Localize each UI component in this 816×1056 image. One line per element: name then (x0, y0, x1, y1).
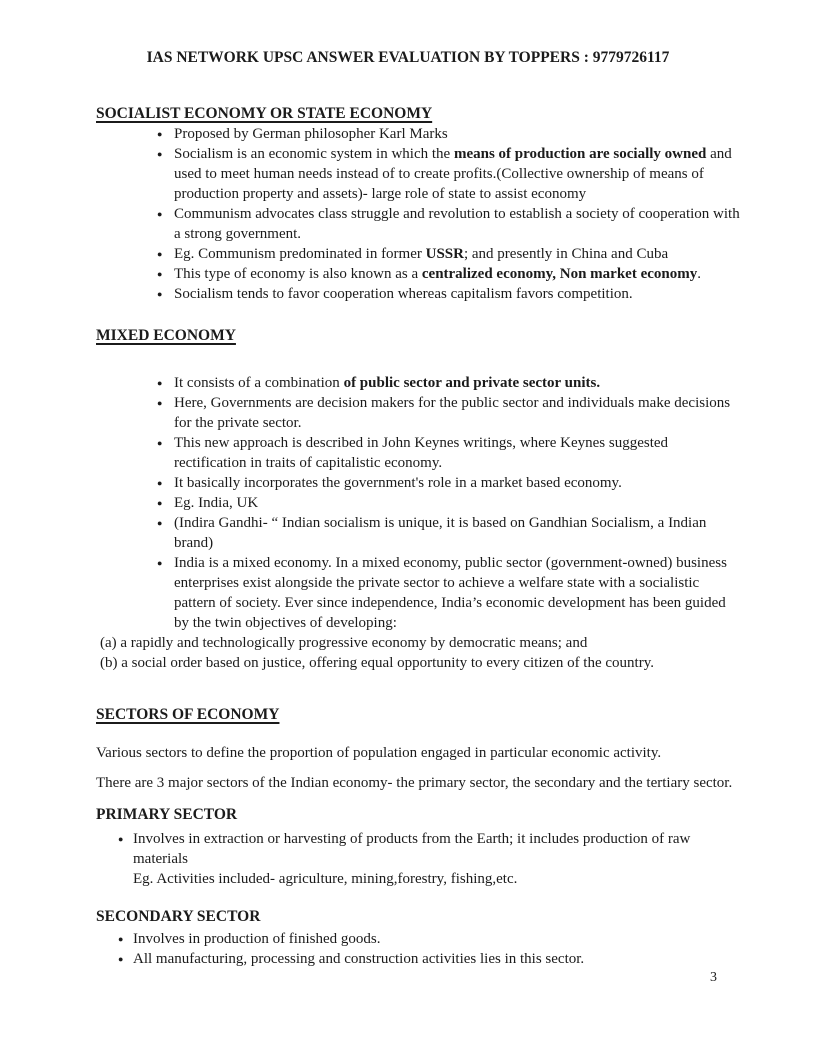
bullet-icon: ● (157, 378, 163, 388)
page-number: 3 (710, 970, 717, 985)
bullet-icon: ● (157, 398, 163, 408)
list-item (96, 124, 740, 144)
socialist-bullet-list (96, 124, 740, 304)
section-heading-mixed-economy: MIXED ECONOMY (96, 327, 236, 344)
list-item-text (174, 475, 622, 491)
bullet-icon: ● (157, 289, 163, 299)
bullet-icon: ● (118, 954, 124, 964)
text-segment: Proposed by German philosopher Karl Marks (174, 126, 448, 142)
list-item (96, 204, 740, 244)
sectors-paragraph: There are 3 major sectors of the Indian economy- the primary sector, the secondary and the tertiary sector. (96, 775, 733, 791)
bullet-icon: ● (157, 149, 163, 159)
text-segment: . (697, 266, 701, 282)
mixed-bullet-list (96, 373, 740, 633)
list-item (96, 373, 740, 393)
list-item (96, 829, 740, 889)
list-item (96, 553, 740, 633)
text-segment: It consists of a combination (174, 375, 344, 391)
bullet-icon: ● (118, 934, 124, 944)
text-segment: ; and presently in China and Cuba (463, 246, 669, 262)
list-item-text (174, 286, 633, 302)
list-item-text (133, 931, 380, 947)
bullet-icon: ● (118, 834, 124, 844)
text-segment: means of production are socially owned (453, 146, 707, 162)
list-item-text (174, 375, 600, 391)
document-header-title: IAS NETWORK UPSC ANSWER EVALUATION BY TOPPERS : 9779726117 (146, 49, 670, 66)
text-segment: Involves in extraction or harvesting of products from the Earth; it includes production of raw materials (133, 831, 691, 867)
clause-line-b: (b) a social order based on justice, offering equal opportunity to every citizen of the country. (100, 655, 654, 671)
list-item (96, 264, 740, 284)
list-item-text (133, 831, 690, 867)
list-item-text (174, 126, 448, 142)
list-item (96, 244, 740, 264)
bullet-icon: ● (157, 209, 163, 219)
bullet-icon: ● (157, 558, 163, 568)
section-heading-primary-sector: PRIMARY SECTOR (96, 806, 238, 823)
list-item (96, 493, 740, 513)
section-heading-socialist-economy: SOCIALIST ECONOMY OR STATE ECONOMY (96, 105, 433, 122)
list-item (96, 393, 740, 433)
sectors-paragraph: Various sectors to define the proportion of population engaged in particular economic activity. (96, 745, 662, 761)
clause-line-a: (a) a rapidly and technologically progressive economy by democratic means; and (100, 635, 588, 651)
text-segment: Socialism is an economic system in which the (174, 146, 454, 162)
list-item (96, 949, 740, 969)
text-segment: This new approach is described in John Keynes writings, where Keynes suggested rectification in traits of capitalistic economy. (174, 435, 669, 471)
list-item-text (174, 266, 701, 282)
bullet-icon: ● (157, 249, 163, 259)
list-item (96, 513, 740, 553)
text-segment: Involves in production of finished goods. (133, 931, 381, 947)
text-segment: Communism advocates class struggle and revolution to establish a society of cooperation with a strong government. (174, 206, 740, 242)
list-item (96, 433, 740, 473)
bullet-icon: ● (157, 269, 163, 279)
bullet-icon: ● (157, 518, 163, 528)
bullet-icon: ● (157, 438, 163, 448)
list-item-text (174, 515, 706, 551)
text-segment: All manufacturing, processing and construction activities lies in this sector. (133, 951, 585, 967)
text-segment: of public sector and private sector units. (343, 375, 601, 391)
text-segment: Here, Governments are decision makers for the public sector and individuals make decisions for the private sector. (174, 395, 731, 431)
text-segment: This type of economy is also known as a (174, 266, 422, 282)
text-segment: (Indira Gandhi- “ Indian socialism is unique, it is based on Gandhian Socialism, a Indian brand) (174, 515, 707, 551)
primary-bullet-list (96, 829, 740, 889)
list-item-text (174, 246, 668, 262)
list-item (96, 473, 740, 493)
secondary-bullet-list (96, 929, 740, 969)
list-item-note: Eg. Activities included- agriculture, mining,forestry, fishing,etc. (133, 871, 518, 887)
list-item-text (174, 435, 668, 471)
text-segment: It basically incorporates the government's role in a market based economy. (174, 475, 622, 491)
text-segment: India is a mixed economy. In a mixed economy, public sector (government-owned) business enterprises exist alongside the private sector to achieve a welfare state with a socialistic pattern of society. Ever since independence, India’s economic development has been guided by the twin objectives of developing: (174, 555, 727, 631)
list-item (96, 284, 740, 304)
text-segment: USSR (425, 246, 464, 262)
list-item-text (174, 206, 740, 242)
list-item (96, 144, 740, 204)
list-item-text (174, 555, 727, 631)
bullet-icon: ● (157, 129, 163, 139)
list-item-text (174, 495, 258, 511)
text-segment: Socialism tends to favor cooperation whereas capitalism favors competition. (174, 286, 633, 302)
bullet-icon: ● (157, 478, 163, 488)
list-item (96, 929, 740, 949)
section-heading-sectors-of-economy: SECTORS OF ECONOMY (96, 706, 280, 723)
text-segment: and used to meet human needs instead of to create profits.(Collective ownership of means of production property and assets)- large role of state to assist economy (174, 146, 732, 202)
section-heading-secondary-sector: SECONDARY SECTOR (96, 908, 261, 925)
bullet-icon: ● (157, 498, 163, 508)
list-item-text (133, 951, 584, 967)
text-segment: Eg. Communism predominated in former (174, 246, 426, 262)
list-item-text (174, 395, 730, 431)
list-item-text (174, 146, 732, 202)
text-segment: Eg. India, UK (174, 495, 259, 511)
text-segment: centralized economy, Non market economy (421, 266, 698, 282)
